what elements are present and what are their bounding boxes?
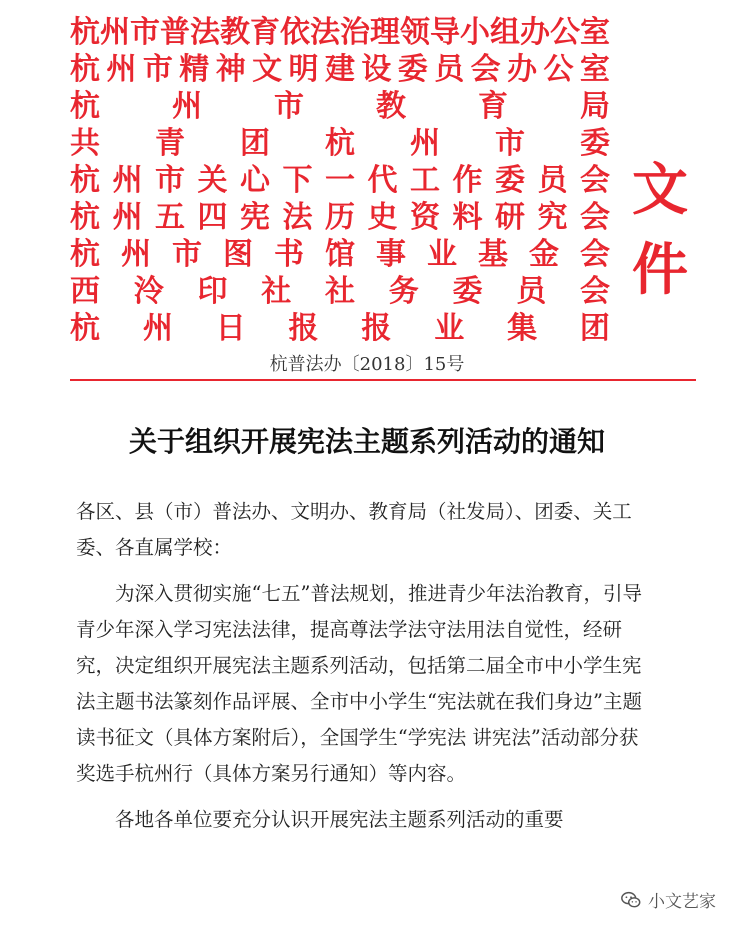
document-number: 杭普法办〔2018〕15号 <box>269 354 465 375</box>
issuer-row: 杭 州 市 教 育 局 <box>70 89 610 124</box>
body-paragraph: 各地各单位要充分认识开展宪法主题系列活动的重要 <box>115 808 564 831</box>
issuer-row: 杭 州 五 四 宪 法 历 史 资 料 研 究 会 <box>70 200 610 235</box>
body-paragraph: 为深入贯彻实施“七五”普法规划，推进青少年法治教育，引导青少年深入学习宪法法律，提高尊法学法守法用法自觉性，经研究，决定组织开展宪法主题系列活动，包括第二届全市中小学生宪法主题书法篆刻作品评展、全市中小学生“宪法就在我们身边”主题读书征文（具体方案附后），全国学生“学宪法 讲宪法”活动部分获奖选手杭州行（具体方案另行通知）等内容。 <box>76 582 642 785</box>
issuer-row: 杭 州 市 图 书 馆 事 业 基 金 会 <box>70 237 610 272</box>
issuer-row: 杭 州 市 关 心 下 一 代 工 作 委 员 会 <box>70 163 610 198</box>
issuer-row: 西 泠 印 社 社 务 委 员 会 <box>70 274 610 309</box>
document-body <box>76 494 648 848</box>
document-title: 关于组织开展宪法主题系列活动的通知 <box>128 425 605 458</box>
watermark-text: 小文艺家 <box>648 892 716 912</box>
file-label: 文件 <box>632 158 690 303</box>
salutation-paragraph: 各区、县（市）普法办、文明办、教育局（社发局）、团委、关工委、各直属学校： <box>76 500 632 559</box>
wechat-icon <box>620 889 642 911</box>
issuer-list <box>70 14 610 347</box>
issuer-row: 杭 州 市 精 神 文 明 建 设 委 员 会 办 公 室 <box>70 52 610 87</box>
red-divider <box>70 379 696 381</box>
issuer-row: 共 青 团 杭 州 市 委 <box>70 126 610 161</box>
issuer-row: 杭 州 日 报 报 业 集 团 <box>70 311 610 346</box>
issuer-row: 杭 州 市 普 法 教 育 依 法 治 理 领 导 小 组 办 公 室 <box>70 15 610 50</box>
watermark <box>620 887 716 912</box>
